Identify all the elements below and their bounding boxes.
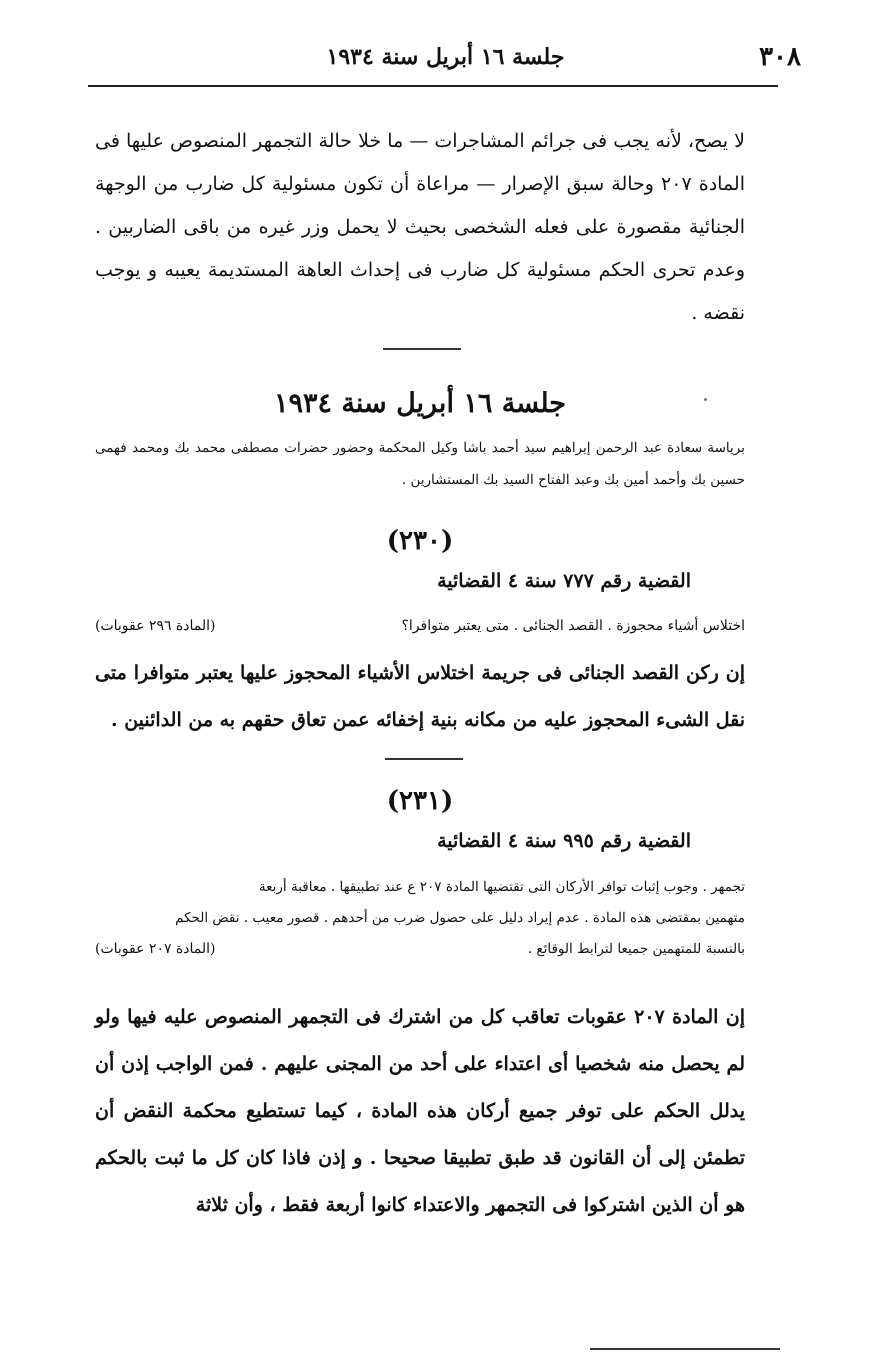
footer-rule <box>590 1348 780 1350</box>
case-231-number: (٢٣١) <box>386 786 454 816</box>
case-230-headnote <box>95 618 745 648</box>
running-head: جلسة ١٦ أبريل سنة ١٩٣٤ <box>326 44 565 70</box>
case-231-keywords-line: متهمين بمقتضى هذه المادة . عدم إيراد دليل على حصول ضرب من أحدهم . قصور معيب . نقض الحكم <box>175 910 745 926</box>
case-231-principle: إن المادة ٢٠٧ عقوبات تعاقب كل من اشترك فى التجمهر المنصوص عليه فيها ولو لم يحصل منه شخصيا أى اعتداء على أحد من المجنى عليهم . فمن الواجب إذن أن يدلل الحكم على توفر جميع أركان هذه المادة ، كيما تستطيع محكمة النقض أن تطمئن إلى أن القانون قد طبق تطبيقا صحيحا . و إذن فاذا كان كل ما ثبت بالحكم هو أن الذين اشتركوا فى التجمهر والاعتداء كانوا أربعة فقط ، وأن ثلاثة <box>95 1006 746 1216</box>
case-231-keywords <box>95 872 745 965</box>
case-231-keywords-line: بالنسبة للمتهمين جميعا لترابط الوقائع . <box>527 941 745 957</box>
case-230-reference: القضية رقم ٧٧٧ سنة ٤ القضائية <box>437 570 691 592</box>
page-header <box>90 40 801 80</box>
section-divider <box>383 348 461 350</box>
case-231-keywords-line: تجمهر . وجوب إثبات توافر الأركان التى تقتضيها المادة ٢٠٧ ع عند تطبيقها . معاقبة أربعة <box>258 879 745 895</box>
header-rule <box>88 85 778 87</box>
case-231-article: (المادة ٢٠٧ عقوبات) <box>95 941 216 957</box>
print-speck <box>704 398 707 401</box>
case-231-reference: القضية رقم ٩٩٥ سنة ٤ القضائية <box>437 830 691 852</box>
case-230-principle: إن ركن القصد الجنائى فى جريمة اختلاس الأشياء المحجوز عليها يعتبر متوافرا متى نقل الشىء المحجوز عليه من مكانه بنية إخفائه عمن تعاق حقهم به من الدائنين . <box>95 662 745 731</box>
case-231-keywords-last-row <box>95 934 745 965</box>
session-title: جلسة ١٦ أبريل سنة ١٩٣٤ <box>274 388 566 419</box>
case-divider <box>385 758 463 760</box>
case-230-keywords: اختلاس أشياء محجوزة . القصد الجنائى . متى يعتبر متوافرا؟ <box>401 618 745 634</box>
page-number: ٣٠٨ <box>759 42 801 72</box>
continuation-paragraph: لا يصح، لأنه يجب فى جرائم المشاجرات — ما خلا حالة التجمهر المنصوص عليها فى المادة ٢٠٧ وحالة سبق الإصرار — مراعاة أن تكون مسئولية كل ضارب من الوجهة الجنائية مقصورة على فعله الشخصى بحيث لا يحمل وزر غيره من باقى الضاربين . وعدم تحرى الحكم مسئولية كل ضارب فى إحداث العاهة المستديمة يعيبه و يوجب نقضه . <box>95 130 745 324</box>
case-230-article: (المادة ٢٩٦ عقوبات) <box>95 618 216 634</box>
session-presidency: برياسة سعادة عبد الرحمن إبراهيم سيد أحمد باشا وكيل المحكمة وحضور حضرات مصطفى محمد بك ومحمد فهمى حسين بك وأحمد أمين بك وعبد الفتاح السيد بك المستشارين . <box>95 440 745 488</box>
case-230-number: (٢٣٠) <box>386 526 454 556</box>
